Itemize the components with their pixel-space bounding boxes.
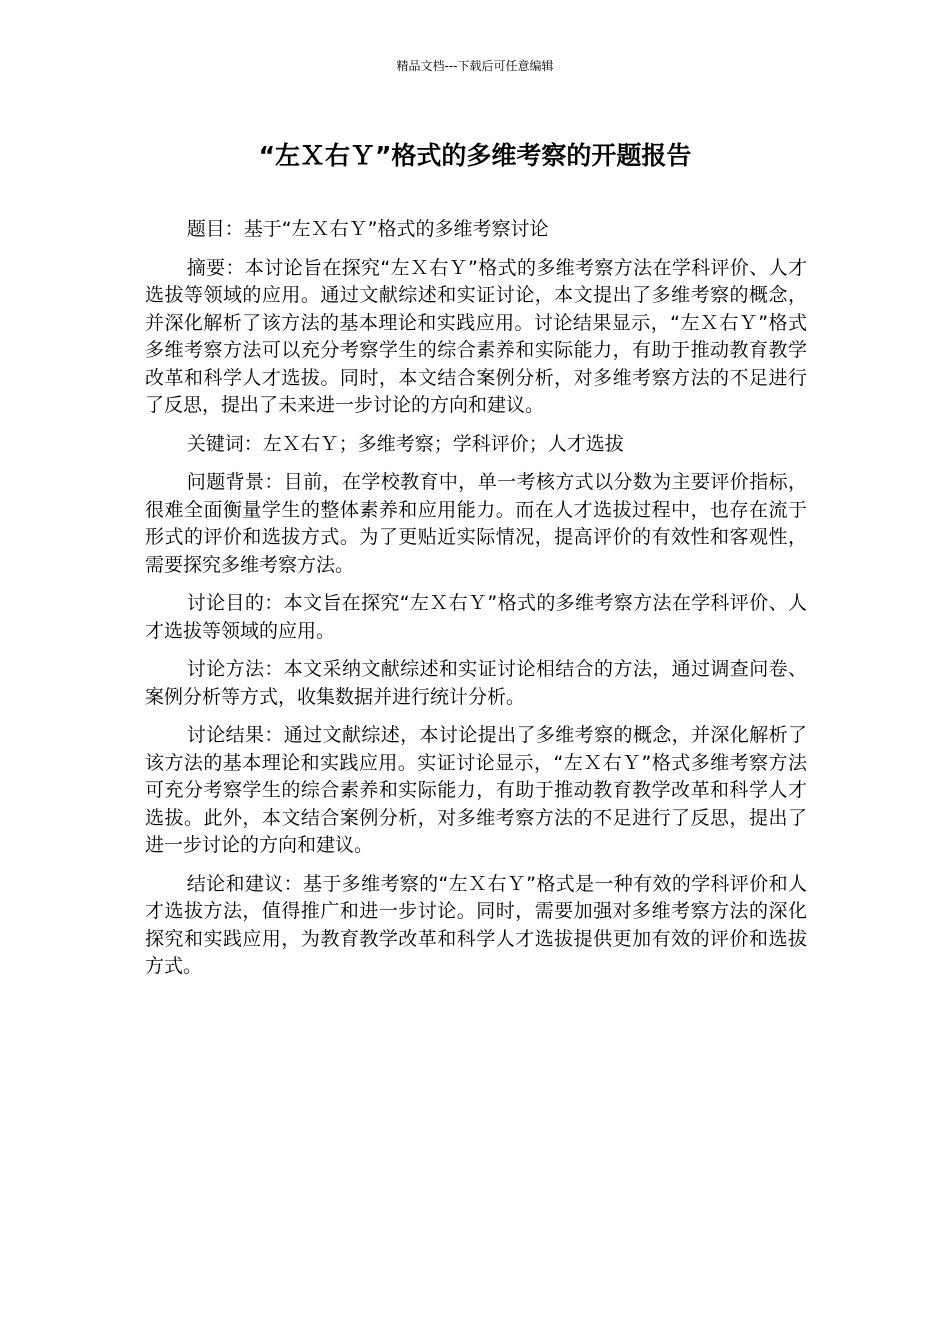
- purpose-paragraph: 讨论目的：本文旨在探究“左Ｘ右Ｙ”格式的多维考察方法在学科评价、人才选拔等领域的应用。: [145, 592, 807, 642]
- results-paragraph: 讨论结果：通过文献综述，本讨论提出了多维考察的概念，并深化解析了该方法的基本理论和实践应用。实证讨论显示，“左Ｘ右Ｙ”格式多维考察方法可充分考察学生的综合素养和实际能力，有助于推动教育教学改革和科学人才选拔。此外，本文结合案例分析，对多维考察方法的不足进行了反思，提出了进一步讨论的方向和建议。: [145, 724, 807, 856]
- background-paragraph: 问题背景：目前，在学校教育中，单一考核方式以分数为主要评价指标，很难全面衡量学生的整体素养和应用能力。而在人才选拔过程中，也存在流于形式的评价和选拔方式。为了更贴近实际情况，提高评价的有效性和客观性，需要探究多维考察方法。: [145, 471, 807, 576]
- conclusion-paragraph: 结论和建议：基于多维考察的“左Ｘ右Ｙ”格式是一种有效的学科评价和人才选拔方法，值得推广和进一步讨论。同时，需要加强对多维考察方法的深化探究和实践应用，为教育教学改革和科学人才选拔提供更加有效的评价和选拔方式。: [145, 872, 807, 977]
- document-title: “左Ｘ右Ｙ”格式的多维考察的开题报告: [258, 141, 692, 170]
- document-body: [145, 216, 807, 992]
- topic-paragraph: 题目：基于“左Ｘ右Ｙ”格式的多维考察讨论: [186, 218, 549, 240]
- method-paragraph: 讨论方法：本文采纳文献综述和实证讨论相结合的方法，通过调查问卷、案例分析等方式，收集数据并进行统计分析。: [145, 658, 807, 708]
- abstract-paragraph: 摘要：本讨论旨在探究“左Ｘ右Ｙ”格式的多维考察方法在学科评价、人才选拔等领域的应用。通过文献综述和实证讨论，本文提出了多维考察的概念，并深化解析了该方法的基本理论和实践应用。讨论结果显示，“左Ｘ右Ｙ”格式多维考察方法可以充分考察学生的综合素养和实际能力，有助于推动教育教学改革和科学人才选拔。同时，本文结合案例分析，对多维考察方法的不足进行了反思，提出了未来进一步讨论的方向和建议。: [145, 256, 807, 416]
- page-header: 精品文档---下载后可任意编辑: [396, 59, 554, 73]
- keywords-paragraph: 关键词：左Ｘ右Ｙ；多维考察；学科评价；人才选拔: [186, 432, 624, 455]
